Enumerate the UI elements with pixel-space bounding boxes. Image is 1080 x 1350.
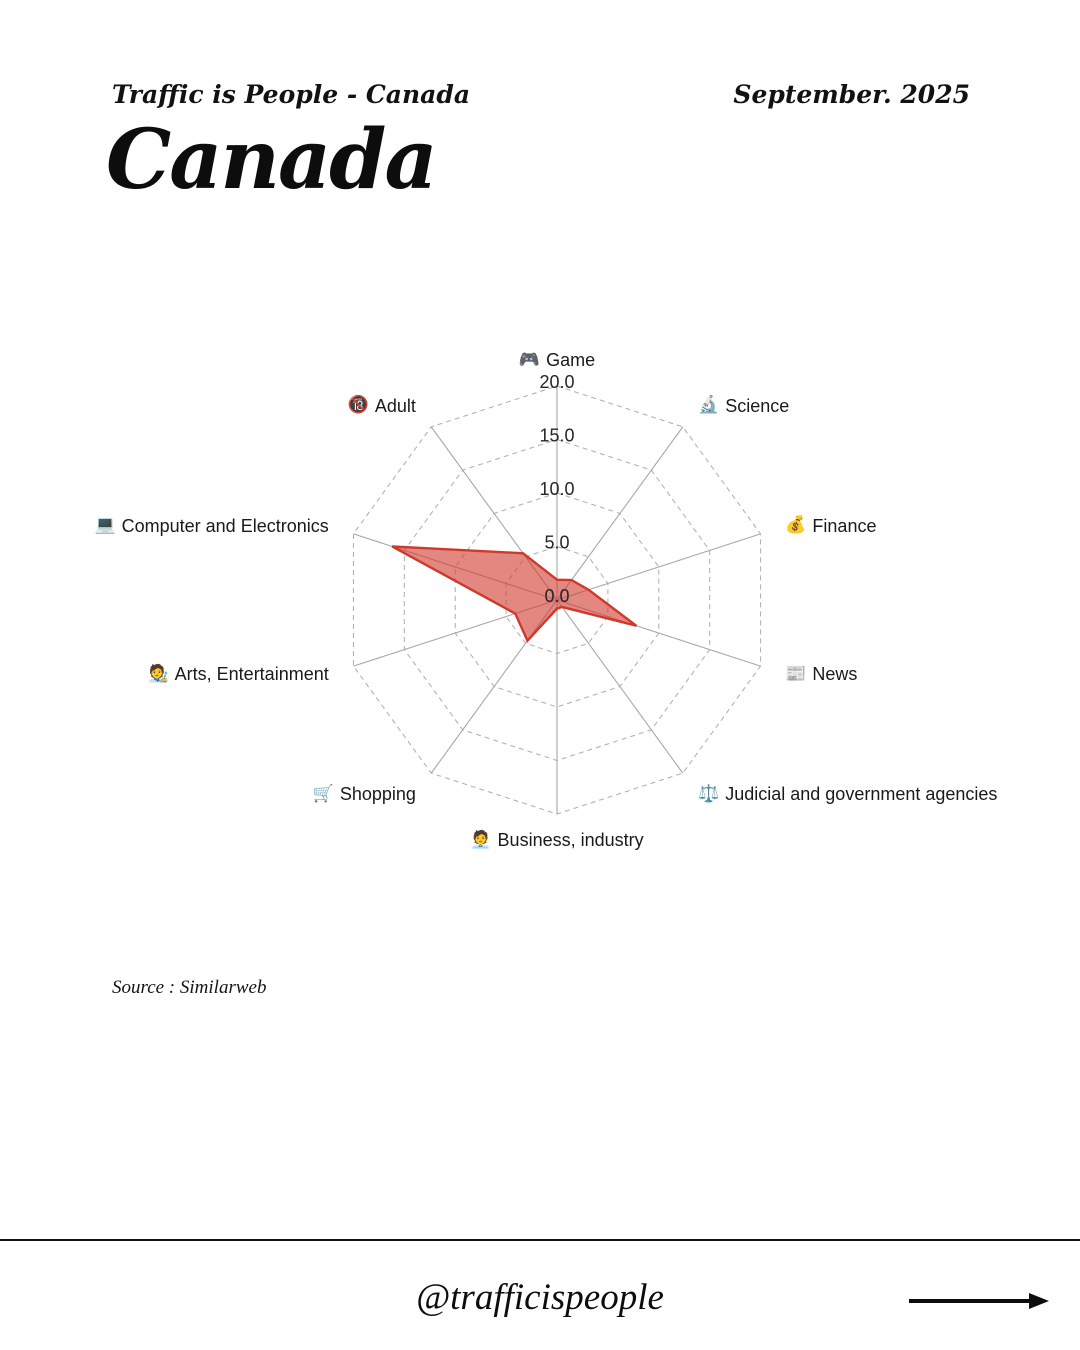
category-label-arts-entertainment bbox=[147, 665, 328, 683]
radial-tick-label: 5.0 bbox=[544, 532, 570, 553]
footer-divider bbox=[0, 1239, 1080, 1241]
category-label-text: Adult bbox=[374, 395, 416, 416]
radial-tick-label: 10.0 bbox=[539, 479, 575, 499]
category-label-text: Science bbox=[725, 395, 790, 416]
artist-icon: 🧑‍🎨 bbox=[147, 663, 169, 684]
category-label-science bbox=[698, 397, 789, 415]
category-label-text: Finance bbox=[812, 515, 877, 536]
category-label-text: Shopping bbox=[339, 784, 416, 805]
source-note: Source : Similarweb bbox=[112, 977, 267, 998]
money-bag-icon: 💰 bbox=[785, 515, 807, 536]
game-controller-icon: 🎮 bbox=[518, 349, 541, 370]
page-title: Canada bbox=[106, 112, 436, 208]
category-label-computer-and-electronics bbox=[94, 517, 328, 535]
under-18-prohibited-icon: 🔞 bbox=[347, 395, 369, 416]
category-label-finance bbox=[785, 517, 876, 535]
balance-scale-icon: ⚖️ bbox=[698, 783, 720, 804]
report-date: September. 2025 bbox=[733, 80, 970, 109]
axis-line bbox=[557, 427, 683, 600]
category-label-game bbox=[519, 351, 595, 369]
laptop-icon: 💻 bbox=[94, 515, 116, 536]
radar-series-polygon bbox=[392, 546, 636, 640]
category-label-news bbox=[785, 665, 857, 683]
microscope-icon: 🔬 bbox=[698, 395, 720, 416]
category-label-text: News bbox=[812, 664, 858, 685]
category-label-text: Arts, Entertainment bbox=[174, 664, 329, 685]
category-label-judicial-and-government-agencies bbox=[698, 785, 997, 803]
social-handle: @trafficispeople bbox=[416, 1277, 664, 1318]
category-label-business-industry bbox=[470, 831, 643, 849]
radial-tick-label: 0.0 bbox=[544, 586, 570, 606]
category-label-text: Game bbox=[546, 350, 596, 370]
radial-tick-label: 15.0 bbox=[539, 425, 575, 446]
newspaper-icon: 📰 bbox=[785, 663, 807, 684]
category-label-text: Judicial and government agencies bbox=[725, 784, 998, 805]
office-worker-icon: 🧑‍💼 bbox=[470, 829, 492, 850]
radial-tick-label: 20.0 bbox=[539, 372, 575, 392]
category-label-text: Business, industry bbox=[497, 830, 644, 850]
category-label-adult bbox=[348, 397, 416, 415]
right-arrow-icon bbox=[906, 1290, 1051, 1312]
shopping-cart-icon: 🛒 bbox=[312, 783, 334, 804]
report-kicker: Traffic is People - Canada bbox=[112, 80, 471, 109]
category-label-shopping bbox=[313, 785, 416, 803]
category-label-text: Computer and Electronics bbox=[121, 515, 329, 536]
axis-line bbox=[557, 600, 683, 773]
